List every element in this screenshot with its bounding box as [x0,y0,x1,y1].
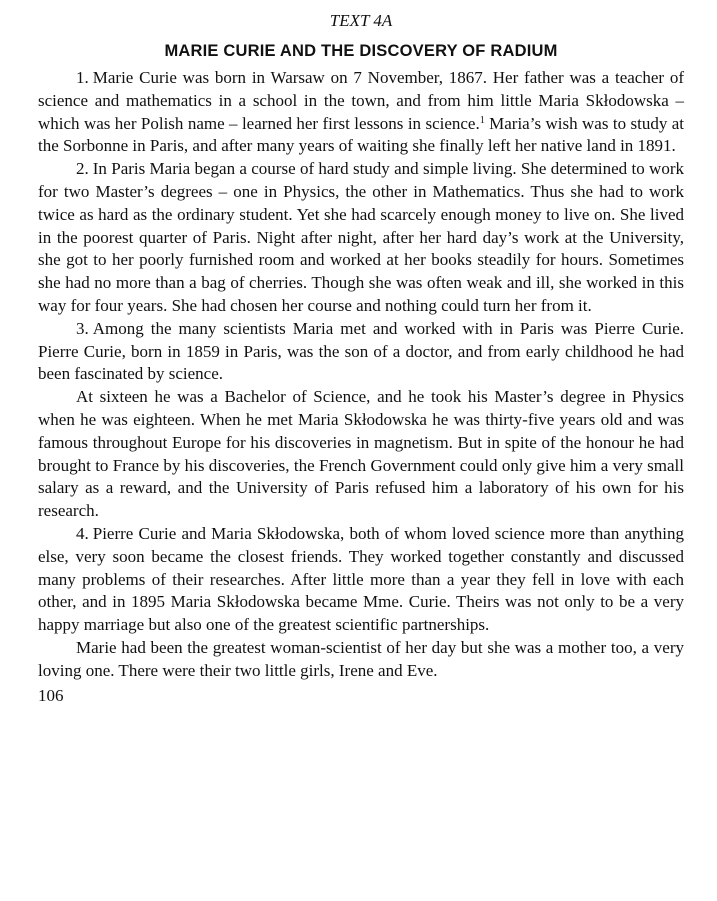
paragraph-2 [38,158,684,318]
text-label: TEXT 4A [329,11,393,30]
paragraph-text: Marie Curie was born in Warsaw on 7 November, 1867. Her father was a teacher of science and mathematics in a school in the town, and from him little Maria Skłodowska – which was her Polish name – learned her first lessons in science. [38,68,684,133]
paragraph-text: Pierre Curie and Maria Skłodowska, both of whom loved science more than anything else, very soon became the closest friends. They worked together constantly and discussed many problems of their researches. After little more than a year they fell in love with each other, and in 1895 Maria Skłodowska became Mme. Curie. Theirs was not only to be a very happy marriage but also one of the greatest scientific partnerships. [38,523,684,635]
paragraph-4 [38,523,684,637]
page-title: MARIE CURIE AND THE DISCOVERY OF RADIUM [164,42,558,60]
paragraph-text: Marie had been the greatest woman-scientist of her day but she was a mother too, a very loving one. There were their two little girls, Irene and Eve. [38,637,684,680]
paragraph-4-continued [38,637,684,683]
paragraph-text: Among the many scientists Maria met and worked with in Paris was Pierre Curie. Pierre Curie, born in 1859 in Paris, was the son of a doctor, and from early childhood he had been fascinated by science. [38,318,684,384]
paragraph-3 [38,318,684,386]
paragraph-number: 3. [76,318,89,338]
page-number: 106 [38,685,64,705]
paragraph-number: 4. [76,523,89,543]
footnote-mark: 1 [479,114,485,126]
paragraph-1 [38,67,684,158]
paragraph-3-continued [38,386,684,523]
paragraph-text: At sixteen he was a Bachelor of Science, and he took his Master’s degree in Physics when he was eighteen. When he met Maria Skłodowska he was thirty-five years old and was famous throughout Europe for his discoveries in magnetism. But in spite of the honour he had brought to France by his discoveries, the French Government could only give him a very small salary as a reward, and the University of Paris refused him a laboratory of his own for his research. [38,387,684,521]
paragraph-number: 1. [76,68,89,87]
paragraph-number: 2. [76,159,89,179]
document-page [38,10,684,707]
paragraph-text: In Paris Maria began a course of hard study and simple living. She determined to work for two Master’s degrees – one in Physics, the other in Mathematics. Thus she had to work twice as hard as the ordinary student. Yet she had scarcely enough money to live on. She lived in the poorest quarter of Paris. Night after night, after her hard day’s work at the University, she got to her poorly furnished room and worked at her books steadily for hours. Sometimes she had no more than a bag of cherries. Though she was often weak and ill, she worked in this way for four years. She had chosen her course and nothing could turn her from it. [38,159,684,315]
paragraph-text-continued: Maria’s wish was to study at the Sorbonne in Paris, and after many years of waiting she finally left her native land in 1891. [38,113,684,156]
